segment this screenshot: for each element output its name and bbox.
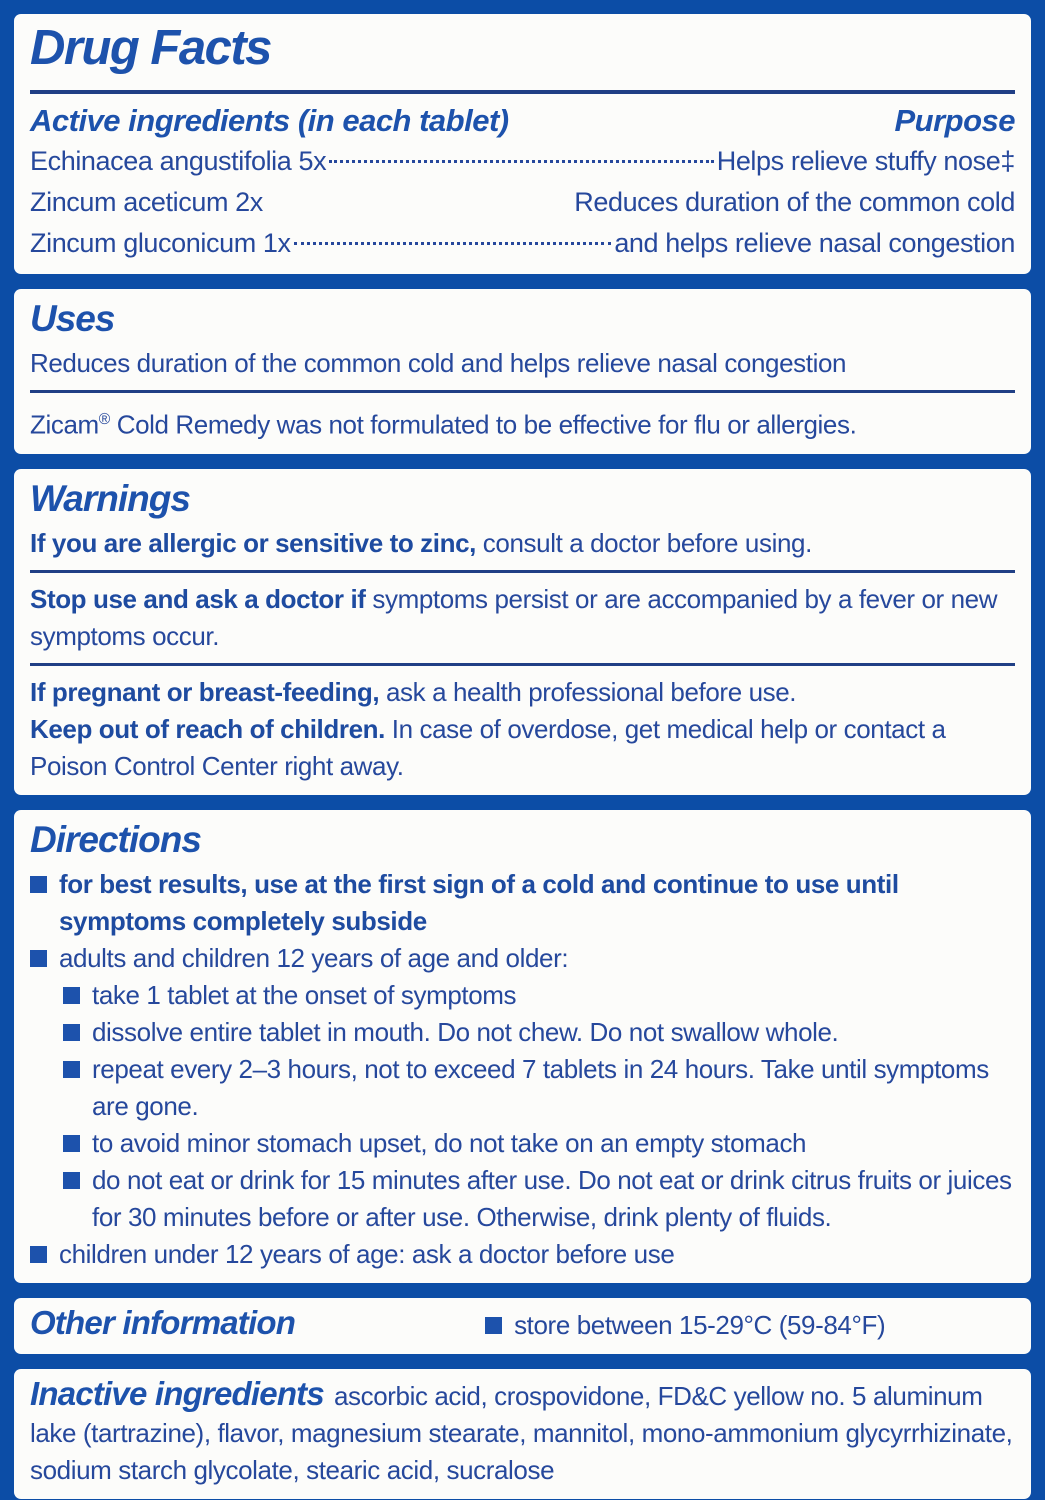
bullet-square-icon <box>30 950 47 967</box>
uses-body <box>30 345 1015 444</box>
direction-item <box>30 866 1015 940</box>
registered-mark: ® <box>98 411 110 429</box>
direction-text: to avoid minor stomach upset, do not take on an empty stomach <box>92 1128 807 1159</box>
inactive-ingredients-text: ascorbic acid, crospovidone, FD&C yellow no. 5 aluminum lake (tartrazine), flavor, magnesium stearate, mannitol, mono-ammonium glycyrrhizinate, sodium starch glycolate, stearic acid, sucralose <box>30 1381 1013 1486</box>
warning-lead: If pregnant or breast-feeding, <box>30 677 380 708</box>
brand-name: Zicam <box>30 409 99 440</box>
direction-text: children under 12 years of age: ask a doctor before use <box>59 1239 675 1270</box>
inactive-ingredients <box>30 1375 1015 1489</box>
directions-heading: Directions <box>30 819 201 861</box>
warning-children <box>30 711 1015 785</box>
panel-uses <box>14 289 1031 454</box>
other-information-text: store between 15-29°C (59-84°F) <box>514 1310 886 1341</box>
divider <box>30 663 1015 666</box>
panel-drug-facts <box>14 14 1031 274</box>
divider <box>30 390 1015 393</box>
uses-line1: Reduces duration of the common cold and helps relieve nasal congestion <box>30 348 847 379</box>
warning-lead: If you are allergic or sensitive to zinc, <box>30 528 476 559</box>
panel-inactive-ingredients <box>14 1369 1031 1499</box>
uses-line2-text: Cold Remedy was not formulated to be effective for flu or allergies. <box>109 409 857 440</box>
uses-heading: Uses <box>30 297 115 339</box>
bullet-square-icon <box>63 1024 80 1041</box>
direction-item <box>63 1014 1015 1051</box>
active-ingredients-heading: Active ingredients (in each tablet) <box>30 102 509 138</box>
direction-item <box>63 1162 1015 1236</box>
warning-text: ask a health professional before use. <box>379 677 797 708</box>
panel-other-information <box>14 1298 1031 1354</box>
direction-text: adults and children 12 years of age and older: <box>59 943 569 974</box>
other-information-heading: Other information <box>30 1304 296 1342</box>
divider <box>30 90 1015 94</box>
ingredient-name: Zincum gluconicum 1x <box>30 227 291 258</box>
ingredient-name: Zincum aceticum 2x <box>30 186 263 217</box>
warnings-body <box>30 525 1015 785</box>
direction-item <box>63 977 1015 1014</box>
ingredient-purpose: Helps relieve stuffy nose‡ <box>716 145 1015 176</box>
dot-leader <box>329 160 714 163</box>
purpose-heading: Purpose <box>894 102 1015 138</box>
direction-item <box>63 1051 1015 1125</box>
divider <box>30 570 1015 573</box>
warning-stop-use <box>30 581 1015 655</box>
warning-lead: Stop use and ask a doctor if <box>30 584 366 615</box>
warnings-heading: Warnings <box>30 477 190 519</box>
bullet-square-icon <box>63 987 80 1004</box>
uses-line2 <box>30 401 1015 444</box>
inactive-ingredients-heading: Inactive ingredients <box>30 1375 324 1413</box>
dot-leader <box>294 242 612 245</box>
direction-text: do not eat or drink for 15 minutes after use. Do not eat or drink citrus fruits or juices for 30 minutes before or after use. Otherwise, drink plenty of fluids. <box>92 1165 1012 1233</box>
warning-text: symptoms persist or are accompanied by a fever or new symptoms occur. <box>30 584 998 652</box>
panel-warnings <box>14 469 1031 795</box>
page-title: Drug Facts <box>30 21 271 75</box>
other-information-row <box>30 1304 1015 1344</box>
direction-item <box>63 1125 1015 1162</box>
warning-text: In case of overdose, get medical help or contact a Poison Control Center right away. <box>30 714 946 782</box>
direction-item <box>30 940 1015 977</box>
warning-text: consult a doctor before using. <box>475 528 812 559</box>
other-information-item <box>485 1307 885 1344</box>
warning-lead: Keep out of reach of children. <box>30 714 385 745</box>
direction-text: take 1 tablet at the onset of symptoms <box>92 980 517 1011</box>
ingredient-row <box>30 182 1015 223</box>
bullet-square-icon <box>30 1246 47 1263</box>
active-ingredients-header <box>30 102 1015 141</box>
bullet-square-icon <box>63 1172 80 1189</box>
bullet-square-icon <box>485 1317 502 1334</box>
panel-directions <box>14 810 1031 1283</box>
direction-item <box>30 1236 1015 1273</box>
directions-list <box>30 866 1015 1273</box>
warning-pregnant <box>30 674 1015 711</box>
ingredient-row <box>30 223 1015 264</box>
ingredient-row <box>30 141 1015 182</box>
direction-text: for best results, use at the first sign of a cold and continue to use until symptoms completely subside <box>59 869 899 937</box>
bullet-square-icon <box>63 1135 80 1152</box>
ingredient-purpose: Reduces duration of the common cold <box>574 186 1015 217</box>
ingredient-purpose: and helps relieve nasal congestion <box>614 227 1015 258</box>
ingredient-name: Echinacea angustifolia 5x <box>30 145 327 176</box>
warning-allergic <box>30 525 1015 562</box>
bullet-square-icon <box>63 1061 80 1078</box>
bullet-square-icon <box>30 876 47 893</box>
direction-text: dissolve entire tablet in mouth. Do not chew. Do not swallow whole. <box>92 1017 839 1048</box>
direction-text: repeat every 2–3 hours, not to exceed 7 tablets in 24 hours. Take until symptoms are gone. <box>92 1054 989 1122</box>
